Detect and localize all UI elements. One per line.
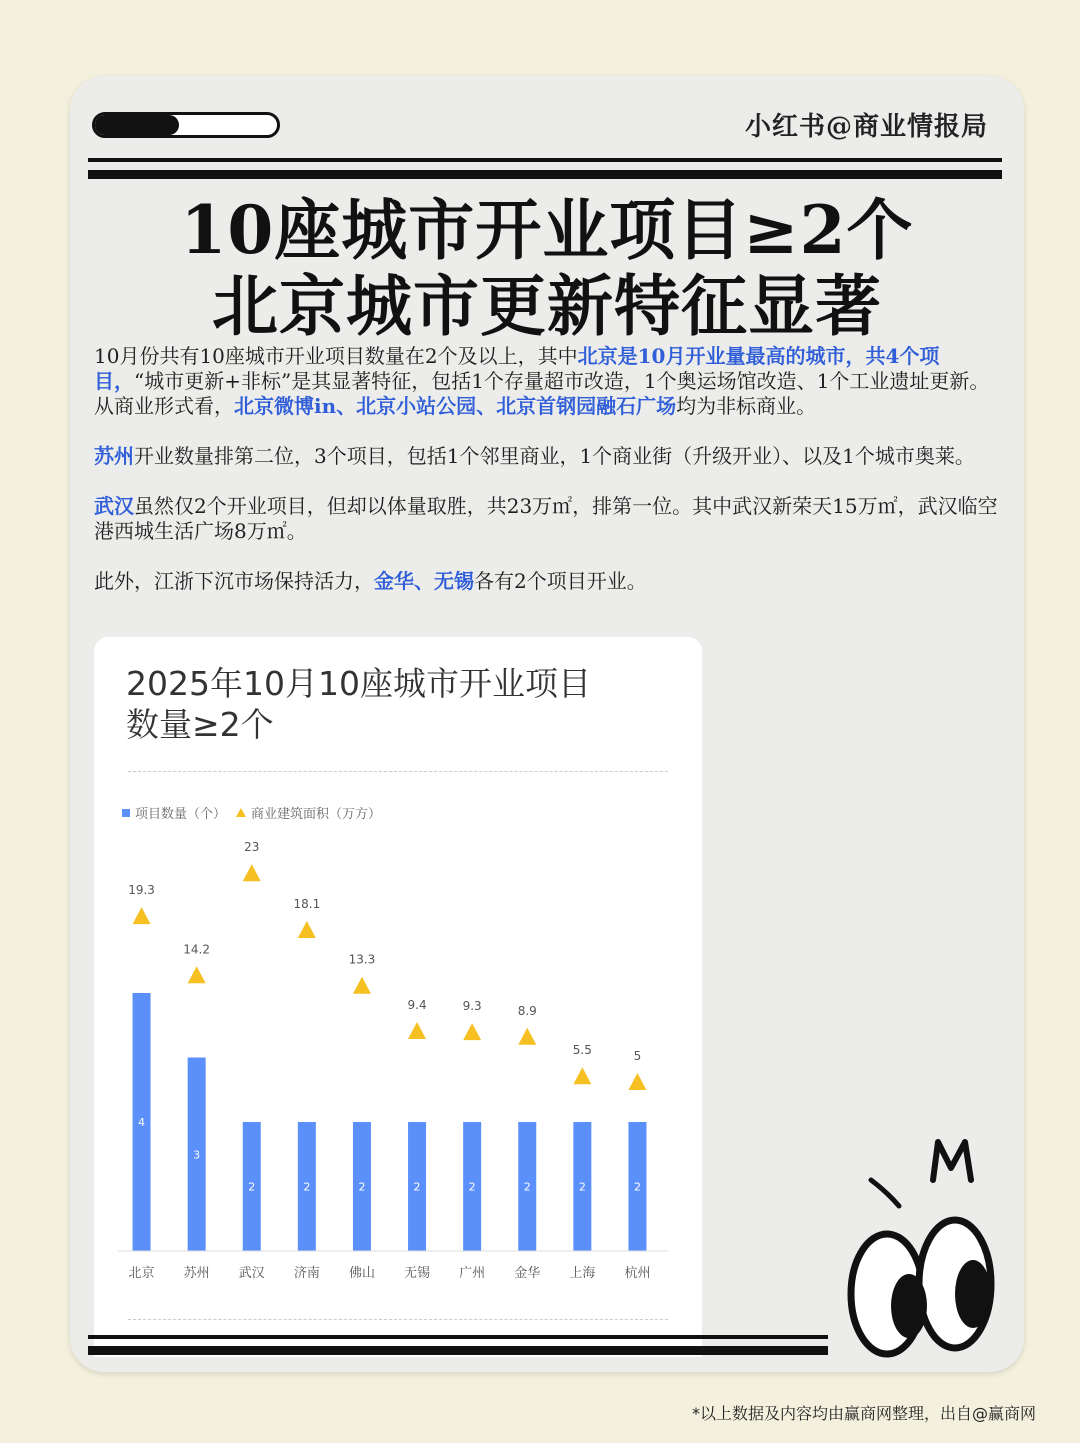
triangle-value-label-6: 9.3 (462, 999, 482, 1014)
body-text (94, 344, 1002, 619)
x-tick-label-7: 金华 (514, 1266, 541, 1281)
bar-value-label-7: 2 (523, 1180, 531, 1194)
triangle-marker-7 (518, 1028, 536, 1045)
bar-value-label-6: 2 (468, 1180, 476, 1194)
x-tick-label-9: 杭州 (624, 1266, 651, 1281)
legend-triangle-label: 商业建筑面积（万方） (251, 807, 382, 822)
bottom-rule-thick (88, 1346, 828, 1355)
triangle-marker-5 (408, 1022, 426, 1039)
paragraph-wuhan (94, 494, 1002, 544)
triangle-marker-8 (573, 1067, 591, 1084)
triangle-marker-2 (243, 864, 261, 881)
triangle-marker-0 (133, 907, 151, 924)
body-run: 均为非标商业。 (676, 394, 817, 418)
paragraph-suzhou (94, 444, 1002, 469)
highlight-text: 武汉 (94, 494, 134, 518)
triangle-marker-3 (298, 921, 316, 938)
triangle-value-label-3: 18.1 (293, 897, 321, 912)
chart-card (94, 637, 702, 1357)
bar-value-label-5: 2 (413, 1180, 421, 1194)
chart-title-line2: 数量≥2个 (126, 705, 274, 744)
chart-plot (94, 637, 702, 1357)
triangle-value-label-8: 5.5 (572, 1043, 592, 1058)
triangle-value-label-4: 13.3 (348, 952, 376, 967)
triangle-value-label-2: 23 (244, 840, 260, 855)
footnote: *以上数据及内容均由赢商网整理，出自@赢商网 (691, 1404, 1036, 1423)
paragraph-beijing (94, 344, 1002, 419)
bar-value-label-4: 2 (358, 1180, 366, 1194)
x-tick-label-8: 上海 (569, 1266, 596, 1281)
chart-title-line1: 2025年10月10座城市开业项目 (126, 664, 591, 703)
bar-value-label-2: 2 (248, 1180, 256, 1194)
triangle-value-label-0: 19.3 (128, 883, 155, 898)
paragraph-others (94, 569, 1002, 594)
triangle-value-label-5: 9.4 (407, 997, 427, 1012)
bottom-rule-thin (88, 1335, 828, 1339)
triangle-marker-9 (628, 1073, 646, 1090)
headline (70, 192, 1024, 344)
triangle-value-label-7: 8.9 (517, 1003, 537, 1018)
brand-label: 小红书@商业情报局 (744, 112, 988, 142)
body-run: “城市更新+非标”是其显著特征，包括1个存量超市改造，1个奥运场馆改造、1个工业遗址更新。从商业形式看， (94, 369, 990, 418)
highlight-text: 苏州 (94, 444, 134, 468)
body-run: 开业数量排第二位，3个项目，包括1个邻里商业，1个商业街（升级开业）、以及1个城市奥莱。 (134, 444, 975, 468)
headline-line1: 10座城市开业项目≥2个 (180, 191, 914, 269)
body-run: 此外，江浙下沉市场保持活力， (94, 569, 374, 593)
triangle-marker-4 (353, 977, 371, 994)
bar-value-label-0: 4 (138, 1116, 146, 1129)
x-tick-label-5: 无锡 (404, 1266, 431, 1281)
legend-bar-label: 项目数量（个） (135, 807, 227, 822)
highlight-text: 北京微博in、北京小站公园、北京首钢园融石广场 (234, 394, 677, 418)
cartoon-eyes-icon (775, 1134, 1005, 1364)
bar-value-label-1: 3 (193, 1148, 201, 1162)
highlight-text: 北京是10月开业量最高的城市，共4个项目， (94, 344, 940, 393)
top-rule-thin (88, 158, 1002, 162)
x-tick-label-2: 武汉 (238, 1266, 265, 1281)
x-tick-label-1: 苏州 (183, 1266, 210, 1281)
body-run: 10月份共有10座城市开业项目数量在2个及以上，其中 (94, 344, 578, 368)
bar-value-label-8: 2 (578, 1180, 586, 1194)
bar-value-label-3: 2 (303, 1180, 311, 1194)
body-run: 虽然仅2个开业项目，但却以体量取胜，共23万㎡，排第一位。其中武汉新荣天15万㎡，武汉临空港西城生活广场8万㎡。 (94, 494, 998, 543)
highlight-text: 金华、无锡 (374, 569, 474, 593)
body-run: 各有2个项目开业。 (474, 569, 647, 593)
triangle-value-label-1: 14.2 (183, 942, 211, 957)
x-tick-label-6: 广州 (459, 1266, 486, 1281)
progress-fill (95, 115, 179, 135)
triangle-value-label-9: 5 (633, 1049, 642, 1063)
triangle-marker-6 (463, 1023, 481, 1040)
headline-line2: 北京城市更新特征显著 (212, 267, 882, 345)
chart-divider-bottom (128, 1319, 668, 1320)
triangle-marker-1 (188, 966, 206, 983)
bar-value-label-9: 2 (633, 1180, 641, 1194)
x-tick-label-3: 济南 (293, 1266, 320, 1281)
x-tick-label-0: 北京 (128, 1266, 155, 1281)
x-tick-label-4: 佛山 (348, 1266, 375, 1281)
progress-bar (92, 112, 280, 138)
top-rule-thick (88, 170, 1002, 179)
